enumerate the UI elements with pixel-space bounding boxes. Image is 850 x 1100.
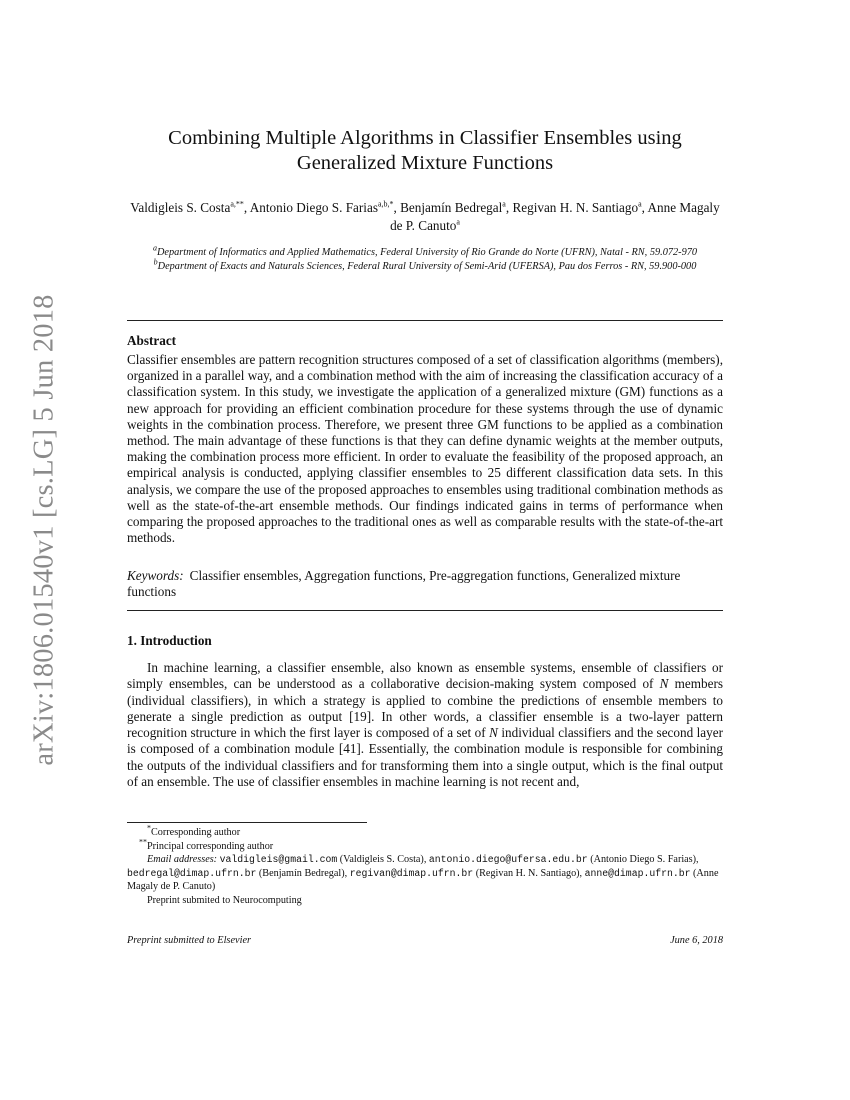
keywords-label: Keywords: [127,568,184,583]
title-line-2: Generalized Mixture Functions [296,152,554,174]
footer-preprint: Preprint submitted to Elsevier [127,935,252,946]
footer-date: June 6, 2018 [670,935,723,946]
author-affil-mark: a [456,217,460,227]
affiliations [127,243,723,274]
abstract-bottom-rule [127,610,723,611]
email-link[interactable]: valdigleis@gmail.com [219,854,338,865]
author-affil-mark: a,b,* [377,199,394,209]
author-list: Valdigleis S. Costa$^{a,**}$, Antonio Diego S. Farias$^{a,b,*}$, Benjamín Bedregal$^a$, Regivan H. N. Santiago$^a$, Anne Magaly de P. Canuto$^a$ [130,199,720,233]
abstract-body: Classifier ensembles are pattern recognition structures composed of a set of classification algorithms (members), organized in a parallel way, and a combination method with the aim of increasing the classification accuracy of a classification system. In this study, we investigate the application of a generalized mixture (GM) functions as a new approach for providing an efficient combination procedure for these systems through the use of dynamic weights in the combination process. Therefore, we present three GM functions to be applied as a combination method. The main advantage of these functions is that they can define dynamic weights at the member outputs, making the combination process more efficient. In order to evaluate the feasibility of the proposed approach, an empirical analysis is conducted, applying classifier ensembles to 25 different classification data sets. In this analysis, we compare the use of the proposed approaches to ensembles using traditional combination methods as well as the state-of-the-art ensemble methods. Our findings indicated gains in terms of performance when comparing the proposed approaches to the traditional ones as well as comparable results with the state-of-the-art methods. [127,352,723,546]
abstract-top-rule [127,320,723,321]
keywords-text: Classifier ensembles, Aggregation functions, Pre-aggregation functions, Generalized mixture functions [127,568,681,600]
math-variable: N [659,676,669,692]
author-name: Regivan H. N. Santiago [512,200,639,215]
author-affil-mark: a [502,199,506,209]
arxiv-identifier-text: arXiv:1806.01540v1 [cs.LG] 5 Jun 2018 [29,294,61,766]
footnote-principal: **Principal corresponding author [139,837,274,852]
footnote-emails: Email addresses: valdigleis@gmail.com (Valdigleis S. Costa), antonio.diego@ufersa.edu.br (Antonio Diego S. Farias), bedregal@dimap.ufrn.br (Benjamín Bedregal), regivan@dimap.ufrn.br (Regivan H. N. Santiago), anne@dimap.ufrn.br (Anne Magaly de P. Canuto) [127,854,719,892]
section-heading-introduction: 1. Introduction [127,633,212,648]
affiliation-a: $^a$Department of Informatics and Applied Mathematics, Federal University of Rio Grande do Norte (UFRN), Natal - RN, 59.072-970 [152,243,698,258]
keywords [127,568,723,600]
email-link[interactable]: bedregal@dimap.ufrn.br [127,867,257,879]
author-affil-mark: a [638,199,642,209]
title-line-1: Combining Multiple Algorithms in Classifier Ensembles using [168,127,682,149]
footnote-submitted: Preprint submited to Neurocomputing [147,894,302,906]
author-affil-mark: a,** [230,199,244,209]
affiliation-b: $^b$Department of Exacts and Naturals Sciences, Federal Rural University of Semi-Arid (UFERSA), Pau dos Ferros - RN, 59.900-000 [153,257,697,272]
footnote-corresponding: *Corresponding author [147,823,241,838]
author-name: Anne Magaly de P. Canuto [390,200,720,233]
footnote-rule [127,822,367,823]
introduction-paragraph: In machine learning, a classifier ensemble, also known as ensemble systems, ensemble of classifiers or simply ensembles, can be understood as a collaborative decision-making system composed of N members (individual classifiers), in which a strategy is applied to combine the predictions of ensemble members to generate a single prediction as output [19]. In other words, a classifier ensemble is a two-layer pattern recognition structure in which the first layer is composed of a set of N individual classifiers and the second layer is composed of a combination module [41]. Essentially, the combination module is responsible for combining the outputs of the individual classifiers and for transforming them into a single output, which is the final output of an ensemble. The use of classifier ensembles in machine learning is not recent and, [127,660,723,790]
email-link[interactable]: regivan@dimap.ufrn.br [349,867,474,879]
arxiv-identifier-stamp [26,290,64,770]
abstract-heading: Abstract [127,333,177,348]
math-variable: N [489,725,498,741]
paper-title [127,126,723,176]
email-link[interactable]: antonio.diego@ufersa.edu.br [428,854,588,865]
author-name: Benjamín Bedregal [400,200,503,215]
author-name: Valdigleis S. Costa [130,200,231,215]
email-link[interactable]: anne@dimap.ufrn.br [584,867,691,879]
footnotes [127,823,723,907]
author-name: Antonio Diego S. Farias [249,200,378,215]
